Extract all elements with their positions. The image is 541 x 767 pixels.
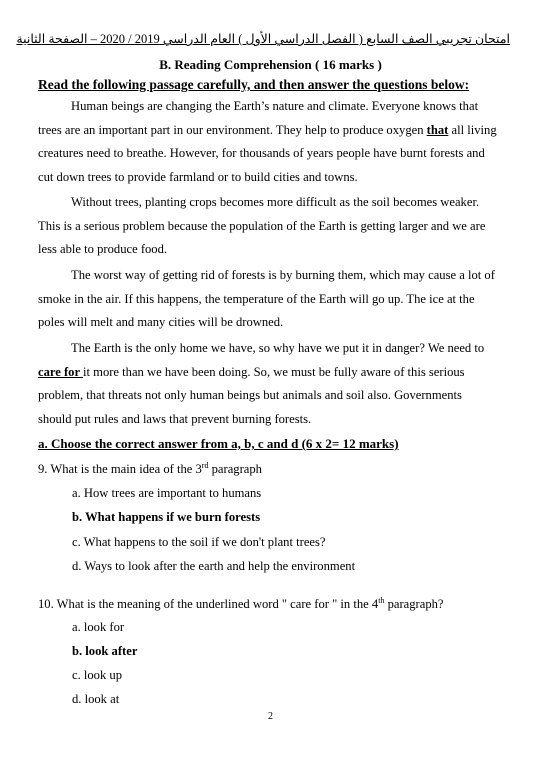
question-10-stem xyxy=(38,597,444,612)
underlined-word-that: that xyxy=(426,122,449,137)
page-number: 2 xyxy=(268,711,273,722)
passage-line xyxy=(38,361,503,385)
question-text: paragraph? xyxy=(384,597,444,611)
ordinal-suffix: rd xyxy=(201,460,209,470)
passage-paragraph-3 xyxy=(38,264,503,335)
passage-line: The worst way of getting rid of forests is by burning them, which may cause a lot of xyxy=(71,268,495,282)
passage-line: poles will melt and many cities will be drowned. xyxy=(38,315,284,330)
passage-line: The Earth is the only home we have, so why have we put it in danger? We need to xyxy=(71,341,485,355)
passage-paragraph-2 xyxy=(38,191,503,262)
reading-instructions: Read the following passage carefully, and then answer the questions below: xyxy=(38,77,470,92)
question-9-stem xyxy=(38,462,262,477)
passage-line: Human beings are changing the Earth’s nature and climate. Everyone knows that xyxy=(71,99,479,113)
passage-text: all living xyxy=(448,122,497,137)
underlined-word-care-for: care for xyxy=(38,364,83,379)
passage-line: smoke in the air. If this happens, the temperature of the Earth will go up. The ice at the xyxy=(38,291,475,306)
question-text: 10. What is the meaning of the underlined word " care for " in the 4 xyxy=(38,597,379,611)
part-a-heading: a. Choose the correct answer from a, b, c and d (6 x 2= 12 marks) xyxy=(38,436,399,451)
question-text: 9. What is the main idea of the 3 xyxy=(38,462,202,476)
passage-line: Without trees, planting crops becomes more difficult as the soil becomes weaker. xyxy=(71,195,480,209)
passage-paragraph-1 xyxy=(38,95,503,189)
q10-option-d[interactable]: d. look at xyxy=(72,692,120,706)
q9-option-b[interactable]: b. What happens if we burn forests xyxy=(72,510,261,524)
passage-paragraph-4 xyxy=(38,337,503,431)
section-title: B. Reading Comprehension ( 16 marks ) xyxy=(159,57,382,72)
passage-line: should put rules and laws that prevent burning forests. xyxy=(38,411,312,426)
q9-option-d[interactable]: d. Ways to look after the earth and help the environment xyxy=(72,559,356,573)
q9-option-c[interactable]: c. What happens to the soil if we don't plant trees? xyxy=(72,535,326,549)
q10-option-a[interactable]: a. look for xyxy=(72,620,125,634)
question-text: paragraph xyxy=(208,462,262,476)
q9-option-a[interactable]: a. How trees are important to humans xyxy=(72,486,262,500)
passage-line: less able to produce food. xyxy=(38,242,168,257)
passage-text: it more than we have been doing. So, we must be fully aware of this serious xyxy=(83,364,465,379)
passage-line: cut down trees to provide farmland or to build cities and towns. xyxy=(38,169,358,184)
passage-line: problem, that threats not only human beings but animals and soil also. Governments xyxy=(38,388,462,403)
exam-header: امتحان تجريبي الصف السابع ( الفصل الدراسي الأول ) العام الدراسي 2019 / 2020 – الصفحة الثانية xyxy=(16,32,510,46)
passage-text: trees are an important part in our environment. They help to produce oxygen xyxy=(38,122,427,137)
ordinal-suffix: th xyxy=(378,595,385,605)
passage-line: This is a serious problem because the population of the Earth is getting larger and we are xyxy=(38,218,486,233)
passage-line: creatures need to breathe. However, for thousands of years people have burnt forests and xyxy=(38,146,485,161)
q10-option-b[interactable]: b. look after xyxy=(72,644,138,658)
q10-option-c[interactable]: c. look up xyxy=(72,668,123,682)
passage-line xyxy=(38,119,503,143)
